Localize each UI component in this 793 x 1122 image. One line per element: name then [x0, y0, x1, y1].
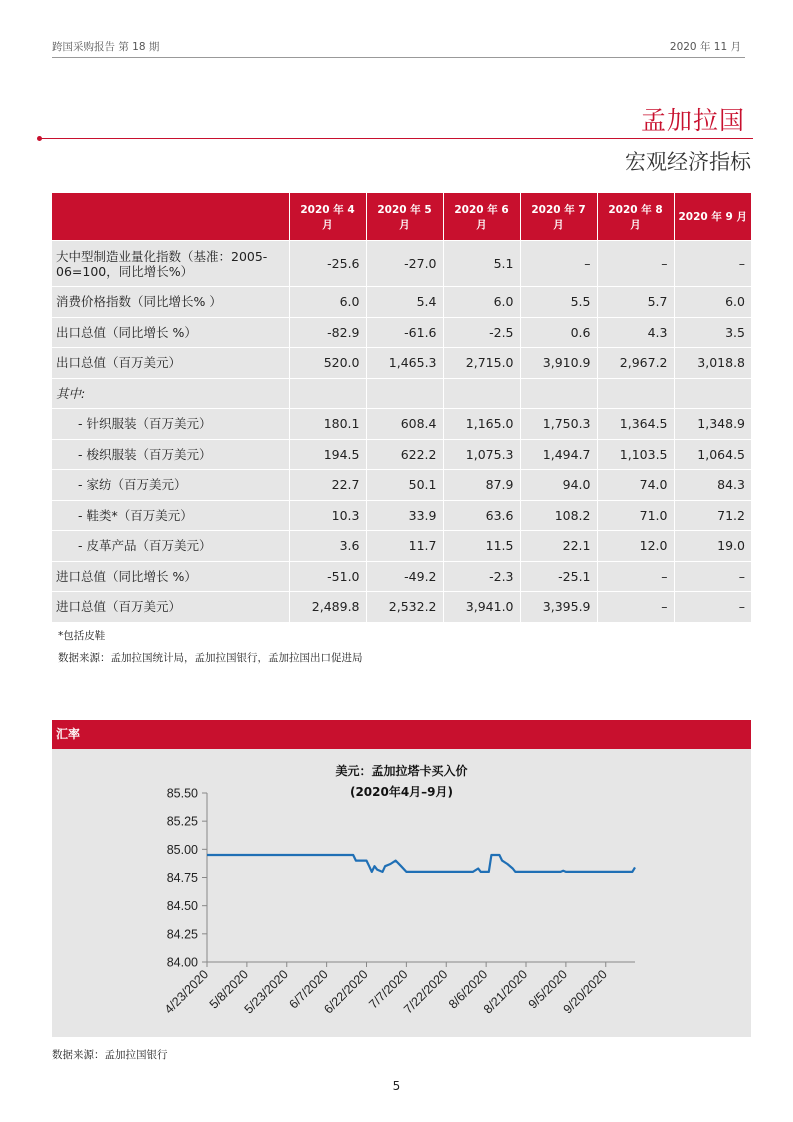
x-tick-label: 8/6/2020	[445, 967, 491, 1012]
table-cell: 1,348.9	[674, 409, 751, 440]
table-row	[52, 470, 751, 501]
table-cell: 50.1	[366, 470, 443, 501]
section-title: 宏观经济指标	[625, 150, 751, 174]
x-tick-label: 8/21/2020	[480, 967, 531, 1017]
table-cell: 19.0	[674, 531, 751, 562]
table-cell: 84.3	[674, 470, 751, 501]
page-number: 5	[392, 1079, 401, 1093]
x-tick-label: 9/20/2020	[560, 967, 610, 1017]
table-cell: 87.9	[443, 470, 520, 501]
table-cell: 6.0	[443, 287, 520, 318]
table-row	[52, 317, 751, 348]
table-cell: 74.0	[597, 470, 674, 501]
column-header: 2020 年 6 月	[443, 193, 520, 241]
table-cell: 5.4	[366, 287, 443, 318]
report-header-date: 2020 年 11 月	[669, 41, 741, 53]
table-cell: –	[674, 241, 751, 287]
table-cell: 6.0	[674, 287, 751, 318]
x-tick-label: 4/23/2020	[161, 967, 212, 1017]
table-cell: 622.2	[366, 439, 443, 470]
row-label: - 梭织服装（百万美元）	[52, 439, 289, 470]
table-cell: -25.1	[520, 561, 597, 592]
table-cell: -51.0	[289, 561, 366, 592]
table-cell: –	[674, 561, 751, 592]
table-cell: 33.9	[366, 500, 443, 531]
table-cell: -49.2	[366, 561, 443, 592]
row-label: - 鞋类*（百万美元）	[52, 500, 289, 531]
table-cell: -61.6	[366, 317, 443, 348]
x-tick-label: 7/7/2020	[366, 967, 411, 1012]
table-cell: 11.7	[366, 531, 443, 562]
exchange-rate-series-line	[207, 855, 635, 872]
table-cell	[674, 378, 751, 409]
country-title: 孟加拉国	[640, 106, 745, 135]
table-row	[52, 500, 751, 531]
row-label: - 皮革产品（百万美元）	[52, 531, 289, 562]
table-cell: 71.2	[674, 500, 751, 531]
y-tick-label: 84.00	[166, 955, 198, 970]
table-cell: –	[674, 592, 751, 622]
table-row	[52, 348, 751, 379]
table-cell: 22.7	[289, 470, 366, 501]
table-cell: -2.5	[443, 317, 520, 348]
table-row	[52, 592, 751, 622]
report-header-title: 跨国采购报告 第 18 期	[52, 41, 160, 53]
table-cell: 10.3	[289, 500, 366, 531]
y-tick-label: 85.25	[166, 814, 198, 829]
table-cell: 5.7	[597, 287, 674, 318]
row-label: 其中:	[52, 378, 289, 409]
x-tick-label: 7/22/2020	[401, 967, 451, 1017]
row-label: 出口总值（百万美元）	[52, 348, 289, 379]
table-cell: 1,064.5	[674, 439, 751, 470]
table-cell: 1,494.7	[520, 439, 597, 470]
table-cell: 5.1	[443, 241, 520, 287]
table-cell: 12.0	[597, 531, 674, 562]
table-cell: 1,103.5	[597, 439, 674, 470]
table-cell: -2.3	[443, 561, 520, 592]
table-cell: -27.0	[366, 241, 443, 287]
y-tick-label: 84.25	[166, 927, 198, 942]
row-label: 消费价格指数（同比增长% ）	[52, 287, 289, 318]
chart-source: 数据来源：孟加拉国银行	[52, 1049, 168, 1061]
table-cell: 180.1	[289, 409, 366, 440]
table-cell: –	[597, 241, 674, 287]
x-tick-label: 6/22/2020	[321, 967, 371, 1017]
table-cell: 1,165.0	[443, 409, 520, 440]
table-cell: -25.6	[289, 241, 366, 287]
table-cell: 3,910.9	[520, 348, 597, 379]
table-cell: 0.6	[520, 317, 597, 348]
exchange-rate-chart	[52, 749, 751, 1037]
table-cell	[443, 378, 520, 409]
y-tick-label: 85.50	[166, 786, 198, 801]
table-cell: -82.9	[289, 317, 366, 348]
header-divider	[52, 57, 745, 58]
table-footnote: *包括皮鞋	[58, 630, 106, 642]
table-cell: 1,075.3	[443, 439, 520, 470]
table-cell: 1,750.3	[520, 409, 597, 440]
x-tick-label: 9/5/2020	[525, 967, 571, 1012]
table-cell: 4.3	[597, 317, 674, 348]
table-cell	[366, 378, 443, 409]
table-header-row	[52, 193, 751, 241]
table-cell: 1,364.5	[597, 409, 674, 440]
table-cell: 11.5	[443, 531, 520, 562]
y-tick-label: 84.50	[166, 899, 198, 914]
y-tick-label: 85.00	[166, 842, 198, 857]
table-cell: 108.2	[520, 500, 597, 531]
row-label: 大中型制造业量化指数（基准：2005-06=100，同比增长%）	[52, 241, 289, 287]
table-cell	[289, 378, 366, 409]
y-tick-label: 84.75	[166, 871, 198, 885]
chart-subtitle: (2020年4月–9月)	[349, 785, 454, 799]
table-cell: 2,489.8	[289, 592, 366, 622]
table-row	[52, 287, 751, 318]
column-header: 2020 年 9 月	[674, 193, 751, 241]
table-source: 数据来源：孟加拉国统计局，孟加拉国银行，孟加拉国出口促进局	[58, 652, 363, 664]
table-row	[52, 531, 751, 562]
row-label: 进口总值（同比增长 %）	[52, 561, 289, 592]
table-row	[52, 439, 751, 470]
row-label: - 针织服装（百万美元）	[52, 409, 289, 440]
table-cell: –	[597, 592, 674, 622]
table-cell	[520, 378, 597, 409]
table-cell: 608.4	[366, 409, 443, 440]
table-cell: 2,532.2	[366, 592, 443, 622]
row-label: 出口总值（同比增长 %）	[52, 317, 289, 348]
column-header: 2020 年 7 月	[520, 193, 597, 241]
table-cell: –	[597, 561, 674, 592]
table-cell: 63.6	[443, 500, 520, 531]
table-row	[52, 241, 751, 287]
x-tick-label: 5/23/2020	[241, 967, 291, 1017]
table-row	[52, 409, 751, 440]
row-label: 进口总值（百万美元）	[52, 592, 289, 622]
table-cell: 2,715.0	[443, 348, 520, 379]
table-cell: 194.5	[289, 439, 366, 470]
table-cell: –	[520, 241, 597, 287]
table-row	[52, 561, 751, 592]
table-cell: 3.5	[674, 317, 751, 348]
table-cell: 6.0	[289, 287, 366, 318]
row-label: - 家纺（百万美元）	[52, 470, 289, 501]
indicators-table	[52, 193, 751, 622]
table-cell: 3.6	[289, 531, 366, 562]
table-cell: 3,941.0	[443, 592, 520, 622]
table-cell: 520.0	[289, 348, 366, 379]
table-cell: 3,018.8	[674, 348, 751, 379]
table-cell	[597, 378, 674, 409]
fx-panel-title: 汇率	[52, 720, 751, 749]
x-tick-label: 6/7/2020	[286, 967, 331, 1012]
title-divider	[40, 138, 753, 139]
chart-title: 美元：孟加拉塔卡买入价	[335, 764, 468, 778]
column-header: 2020 年 4 月	[289, 193, 366, 241]
table-cell: 94.0	[520, 470, 597, 501]
column-header: 2020 年 5 月	[366, 193, 443, 241]
table-cell: 3,395.9	[520, 592, 597, 622]
table-header-blank	[52, 193, 289, 241]
column-header: 2020 年 8 月	[597, 193, 674, 241]
table-cell: 2,967.2	[597, 348, 674, 379]
table-cell: 5.5	[520, 287, 597, 318]
table-cell: 71.0	[597, 500, 674, 531]
table-cell: 22.1	[520, 531, 597, 562]
x-tick-label: 5/8/2020	[206, 967, 251, 1012]
table-cell: 1,465.3	[366, 348, 443, 379]
table-row	[52, 378, 751, 409]
